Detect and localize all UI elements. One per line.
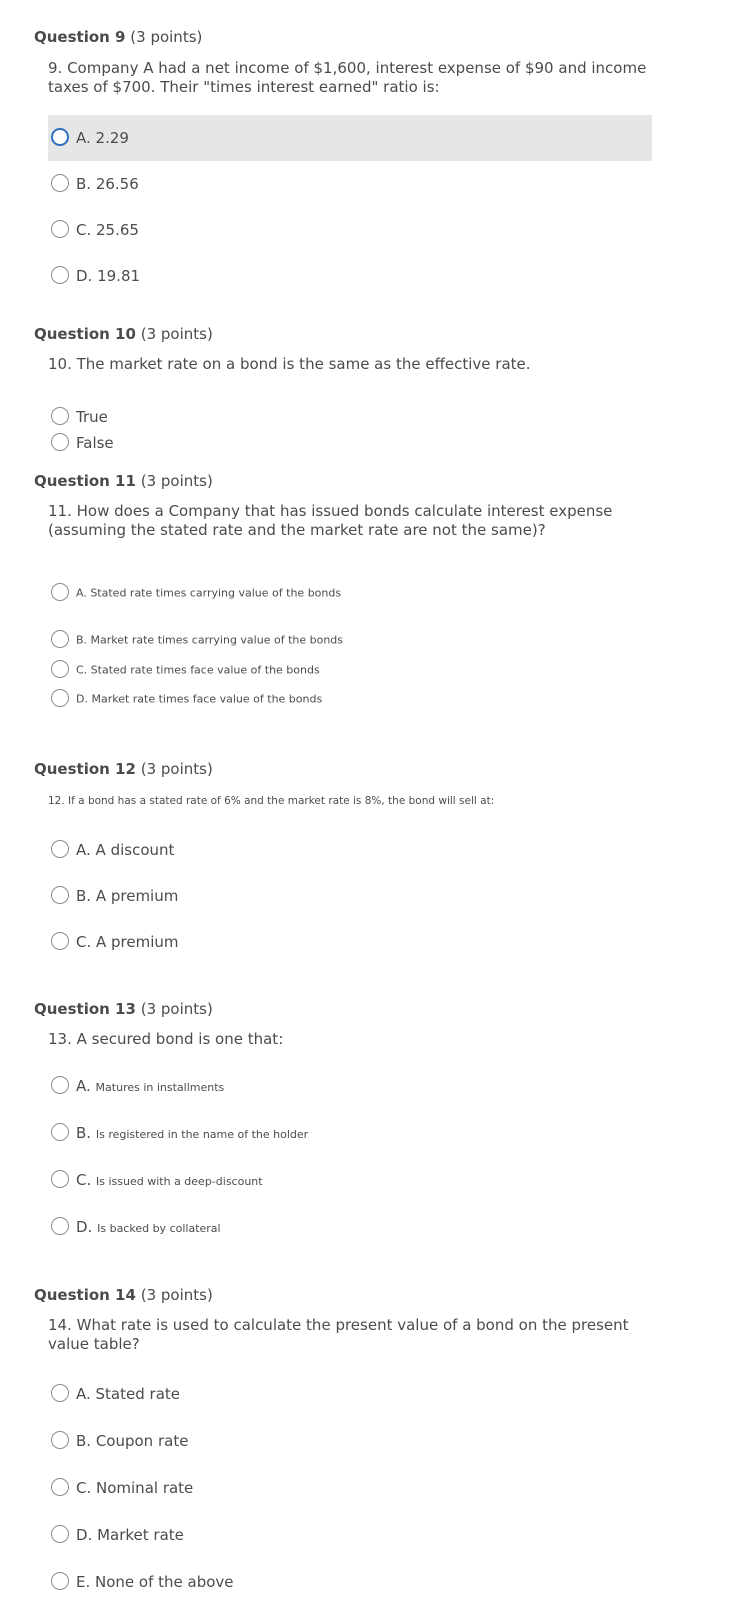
radio-button[interactable]: [51, 1478, 69, 1496]
question-11-text: 11. How does a Company that has issued bonds calculate interest expense (assuming the stated rate and the market rate are not the same)?: [48, 502, 613, 539]
question-10-title: Question 10 (3 points): [34, 325, 213, 343]
radio-button[interactable]: [51, 660, 69, 678]
question-10-option-false[interactable]: False: [48, 430, 652, 456]
radio-button[interactable]: [51, 840, 69, 858]
question-9-option-a[interactable]: A. 2.29: [48, 115, 652, 161]
radio-button[interactable]: [51, 630, 69, 648]
question-9-option-c[interactable]: C. 25.65: [48, 207, 652, 253]
question-9-option-b[interactable]: B. 26.56: [48, 161, 652, 207]
radio-button[interactable]: [51, 583, 69, 601]
radio-button[interactable]: [51, 266, 69, 284]
radio-button[interactable]: [51, 1431, 69, 1449]
radio-button[interactable]: [51, 174, 69, 192]
question-11-option-d[interactable]: D. Market rate times face value of the bonds: [48, 686, 652, 712]
question-13-option-d[interactable]: D. Is backed by collateral: [48, 1204, 652, 1250]
radio-button[interactable]: [51, 128, 69, 146]
question-12-title: Question 12 (3 points): [34, 760, 213, 778]
question-11-option-c[interactable]: C. Stated rate times face value of the bonds: [48, 657, 652, 683]
radio-button[interactable]: [51, 407, 69, 425]
question-9-title: Question 9 (3 points): [34, 28, 203, 46]
radio-button[interactable]: [51, 1217, 69, 1235]
radio-button[interactable]: [51, 1123, 69, 1141]
question-13-title: Question 13 (3 points): [34, 1000, 213, 1018]
question-14-option-e[interactable]: E. None of the above: [48, 1559, 652, 1605]
question-12-option-a[interactable]: A. A discount: [48, 827, 652, 873]
radio-button[interactable]: [51, 886, 69, 904]
question-13-option-b[interactable]: B. Is registered in the name of the holder: [48, 1110, 652, 1156]
question-12-option-b[interactable]: B. A premium: [48, 873, 652, 919]
question-14-option-b[interactable]: B. Coupon rate: [48, 1418, 652, 1464]
question-13-option-a[interactable]: A. Matures in installments: [48, 1063, 652, 1109]
question-11-option-b[interactable]: B. Market rate times carrying value of the bonds: [48, 627, 652, 653]
question-14-option-a[interactable]: A. Stated rate: [48, 1371, 652, 1417]
question-14-text: 14. What rate is used to calculate the present value of a bond on the present value table?: [48, 1316, 629, 1353]
radio-button[interactable]: [51, 1170, 69, 1188]
question-12-option-c[interactable]: C. A premium: [48, 919, 652, 965]
question-9-option-d[interactable]: D. 19.81: [48, 253, 652, 299]
radio-button[interactable]: [51, 1525, 69, 1543]
question-10-option-true[interactable]: True: [48, 404, 652, 430]
radio-button[interactable]: [51, 1076, 69, 1094]
question-10-text: 10. The market rate on a bond is the same as the effective rate.: [48, 355, 531, 373]
question-13-text: 13. A secured bond is one that:: [48, 1030, 284, 1048]
radio-button[interactable]: [51, 220, 69, 238]
question-13-option-c[interactable]: C. Is issued with a deep-discount: [48, 1157, 652, 1203]
question-14-option-d[interactable]: D. Market rate: [48, 1512, 652, 1558]
question-11-title: Question 11 (3 points): [34, 472, 213, 490]
radio-button[interactable]: [51, 932, 69, 950]
radio-button[interactable]: [51, 1572, 69, 1590]
question-9-text: 9. Company A had a net income of $1,600, interest expense of $90 and income taxes of $700. Their "times interest earned" ratio is:: [48, 59, 647, 96]
question-12-text: 12. If a bond has a stated rate of 6% and the market rate is 8%, the bond will sell at:: [48, 795, 495, 807]
radio-button[interactable]: [51, 1384, 69, 1402]
question-14-option-c[interactable]: C. Nominal rate: [48, 1465, 652, 1511]
radio-button[interactable]: [51, 689, 69, 707]
radio-button[interactable]: [51, 433, 69, 451]
question-14-title: Question 14 (3 points): [34, 1286, 213, 1304]
question-11-option-a[interactable]: A. Stated rate times carrying value of the bonds: [48, 580, 652, 606]
